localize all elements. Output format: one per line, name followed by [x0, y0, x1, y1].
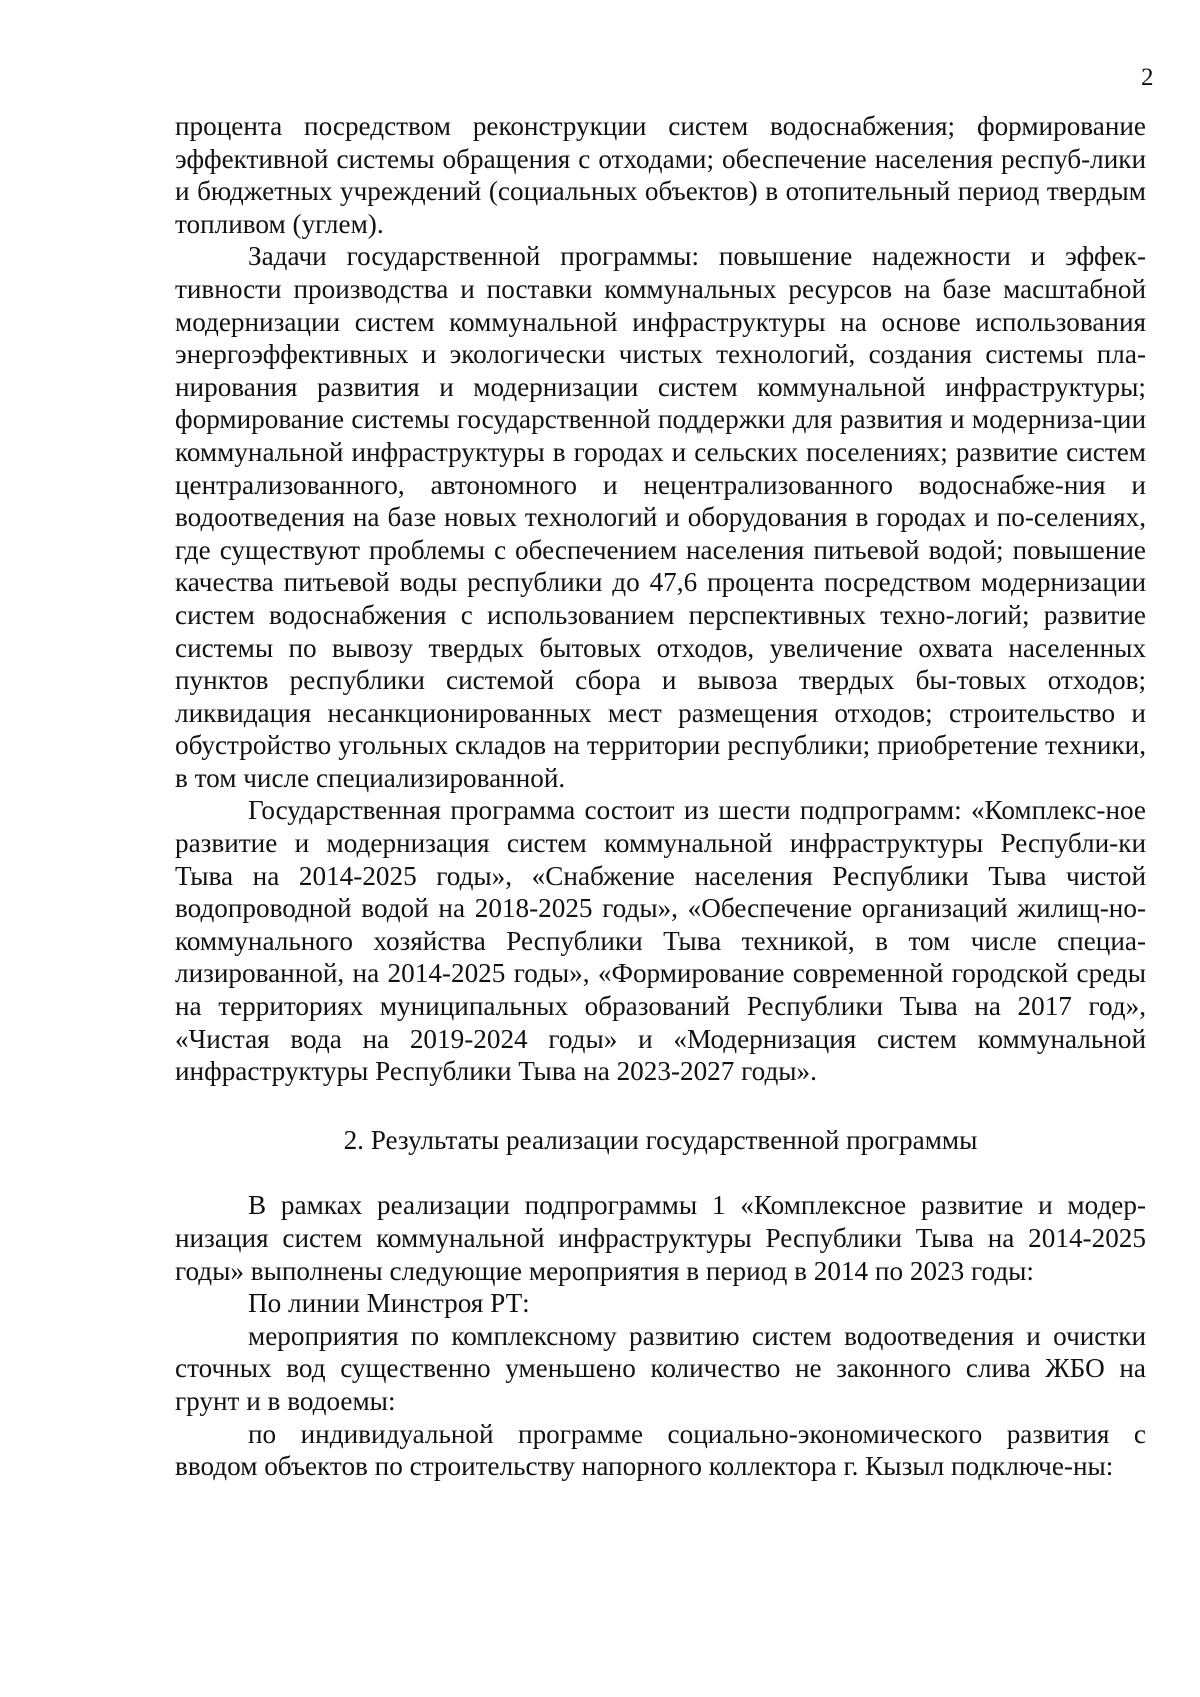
paragraph-goals-continued: процента посредством реконструкции систем водоснабжения; формирование эффективной системы обращения с отходами; обеспечение населения респуб-лики и бюджетных учреждений (социальных объектов) в отопительный период твердым топливом (углем).	[175, 111, 1146, 239]
paragraph-program-tasks: Задачи государственной программы: повышение надежности и эффек-тивности производства и поставки коммунальных ресурсов на базе масштабной модернизации систем коммунальной инфраструктуры на основе использования энергоэффективных и экологически чистых технологий, создания системы пла-нирования развития и модернизации систем коммунальной инфраструктуры; формирование системы государственной поддержки для развития и модерниза-ции коммунальной инфраструктуры в городах и сельских поселениях; развитие систем централизованного, автономного и нецентрализованного водоснабже-ния и водоотведения на базе новых технологий и оборудования в городах и по-селениях, где существуют проблемы с обеспечением населения питьевой водой; повышение качества питьевой воды республики до 47,6 процента посредством модернизации систем водоснабжения с использованием перспективных техно-логий; развитие системы по вывозу твердых бытовых отходов, увеличение охвата населенных пунктов республики системой сбора и вывоза твердых бы-товых отходов; ликвидация несанкционированных мест размещения отходов; строительство и обустройство угольных складов на территории республики; приобретение техники, в том числе специализированной.	[175, 241, 1146, 793]
page-number: 2	[1141, 64, 1154, 91]
section-heading: 2. Результаты реализации государственной программы	[343, 1124, 978, 1155]
paragraph-subprograms: Государственная программа состоит из шести подпрограмм: «Комплекс-ное развитие и модернизация систем коммунальной инфраструктуры Республи-ки Тыва на 2014-2025 годы», «Снабжение населения Республики Тыва чистой водопроводной водой на 2018-2025 годы», «Обеспечение организаций жилищ-но-коммунального хозяйства Республики Тыва техникой, в том числе специа-лизированной, на 2014-2025 годы», «Формирование современной городской среды на территориях муниципальных образований Республики Тыва на 2017 год», «Чистая вода на 2019-2024 годы» и «Модернизация систем коммунальной инфраструктуры Республики Тыва на 2023-2027 годы».	[175, 795, 1146, 1087]
paragraph-minstroy: По линии Минстроя РТ:	[248, 1288, 530, 1319]
document-body	[175, 110, 1146, 1483]
paragraph-subprogram-1-results: В рамках реализации подпрограммы 1 «Комплексное развитие и модер-низация систем коммунальной инфраструктуры Республики Тыва на 2014-2025 годы» выполнены следующие мероприятия в период в 2014 по 2023 годы:	[175, 1190, 1146, 1286]
paragraph-pressure-collector: по индивидуальной программе социально-экономического развития с вводом объектов по строительству напорного коллектора г. Кызыл подключе-ны:	[175, 1418, 1146, 1482]
paragraph-wastewater-measures: мероприятия по комплексному развитию систем водоотведения и очистки сточных вод существенно уменьшено количество не законного слива ЖБО на грунт и в водоемы:	[175, 1320, 1146, 1416]
